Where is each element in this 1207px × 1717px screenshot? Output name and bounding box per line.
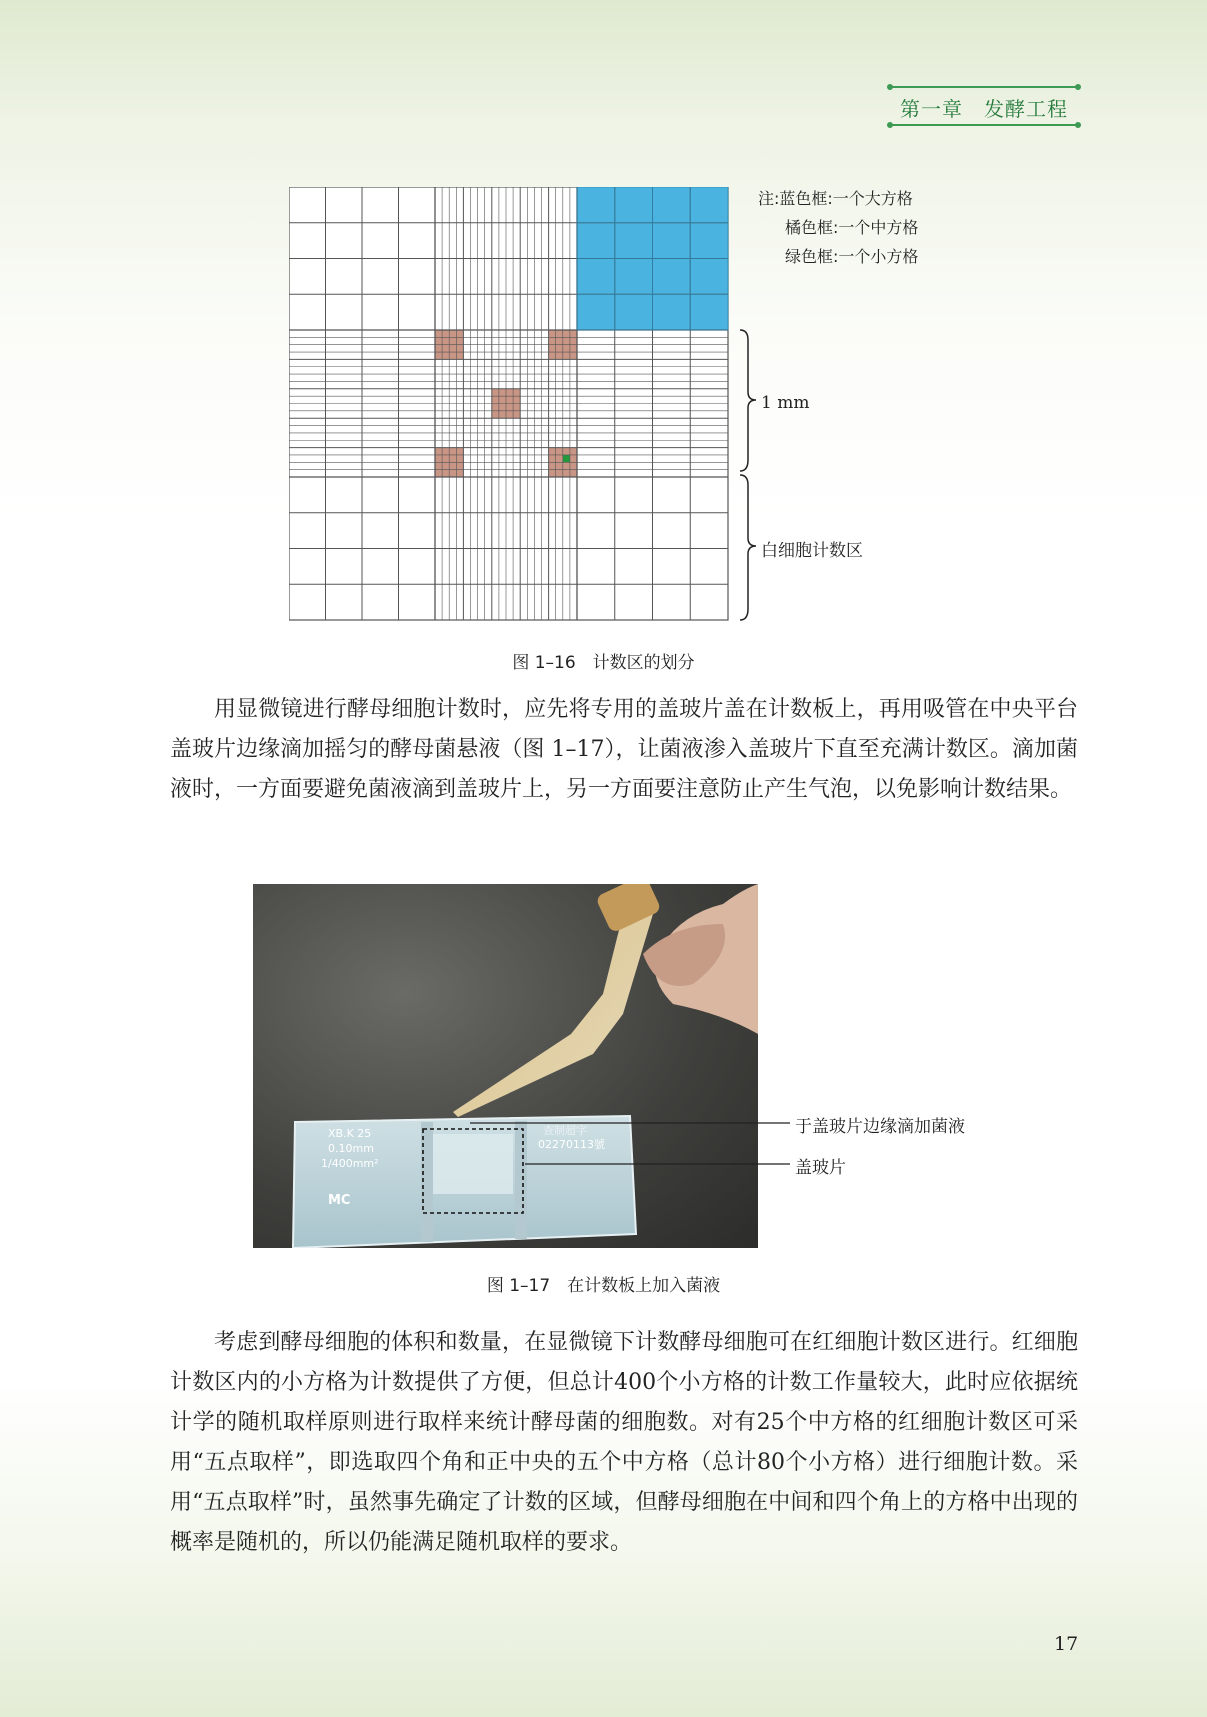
callout-drop-solution: 于盖玻片边缘滴加菌液 (795, 1117, 965, 1137)
paragraph-2: 考虑到酵母细胞的体积和数量，在显微镜下计数酵母细胞可在红细胞计数区进行。红细胞计数区内的小方格为计数提供了方便，但总计400个小方格的计数工作量较大，此时应依据统计学的随机取样原则进行取样来统计酵母菌的细胞数。对有25个中方格的红细胞计数区可采用“五点取样”，即选取四个角和正中央的五个中方格（总计80个小方格）进行细胞计数。采用“五点取样”时，虽然事先确定了计数的区域，但酵母细胞在中间和四个角上的方格中出现的概率是随机的，所以仍能满足随机取样的要求。 (170, 1330, 1078, 1555)
slide-text-logo: MC (328, 1193, 351, 1208)
figure16-caption: 图 1–16 计数区的划分 (512, 653, 695, 673)
slide-text-area: 1/400mm² (321, 1157, 379, 1170)
figure17-caption: 图 1–17 在计数板上加入菌液 (486, 1276, 721, 1296)
counting-chamber-grid (289, 187, 729, 621)
brace-wbc (740, 475, 756, 620)
brace-1mm (740, 330, 756, 471)
callout-lines (470, 1120, 795, 1170)
brace-label-wbc: 白细胞计数区 (761, 541, 863, 561)
legend-blue-note: 注:蓝色框:一个大方格 (758, 189, 913, 208)
slide-text-serial: 02270113號 (538, 1138, 605, 1151)
header-rule-top (890, 86, 1078, 88)
callout-cover-glass: 盖玻片 (795, 1158, 846, 1178)
chapter-title: 第一章 发酵工程 (900, 97, 1068, 121)
legend-green-note: 绿色框:一个小方格 (785, 247, 919, 266)
chapter-header (890, 86, 1078, 126)
slide-text-maker: 查制超字 (543, 1124, 587, 1137)
slide-text-model: XB.K 25 (328, 1127, 372, 1140)
figure17-photo (253, 884, 758, 1248)
brace-label-1mm: 1 mm (761, 393, 810, 413)
photo-illustration (253, 884, 758, 1248)
header-rule-bottom (890, 124, 1078, 126)
page-number: 17 (1054, 1633, 1079, 1655)
brace-group (738, 328, 758, 622)
small-square-green (563, 455, 570, 462)
slide-text-depth: 0.10mm (328, 1142, 374, 1155)
legend-orange-note: 橘色框:一个中方格 (785, 218, 919, 237)
paragraph-1: 用显微镜进行酵母细胞计数时，应先将专用的盖玻片盖在计数板上，再用吸管在中央平台盖玻片边缘滴加摇匀的酵母菌悬液（图 1–17），让菌液渗入盖玻片下直至充满计数区。滴加菌液时，一方面要避免菌液滴到盖玻片上，另一方面要注意防止产生气泡，以免影响计数结果。 (170, 697, 1078, 802)
